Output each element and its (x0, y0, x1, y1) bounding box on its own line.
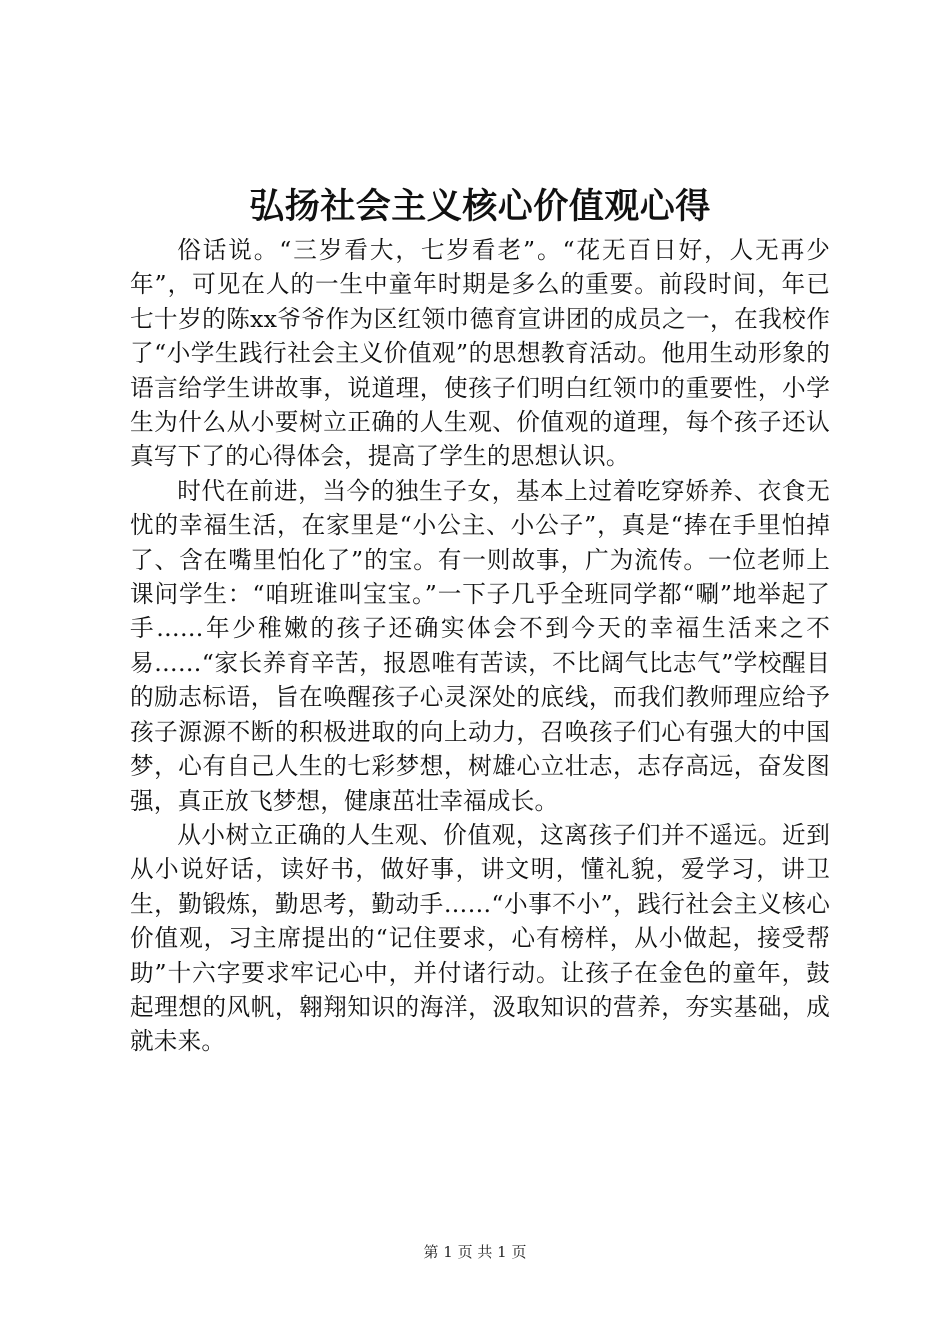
paragraph-1: 俗话说。“三岁看大，七岁看老”。“花无百日好，人无再少年”，可见在人的一生中童年时期是多么的重要。前段时间，年已七十岁的陈xx爷爷作为区红领巾德育宣讲团的成员之一，在我校作了“小学生践行社会主义价值观”的思想教育活动。他用生动形象的语言给学生讲故事，说道理，使孩子们明白红领巾的重要性，小学生为什么从小要树立正确的人生观、价值观的道理，每个孩子还认真写下了的心得体会，提高了学生的思想认识。 (130, 236, 830, 471)
page-footer: 第 1 页 共 1 页 (423, 1243, 527, 1261)
document-title: 弘扬社会主义核心价值观心得 (249, 186, 711, 227)
paragraph-2: 时代在前进，当今的独生子女，基本上过着吃穿娇养、衣食无忧的幸福生活，在家里是“小公主、小公子”，真是“捧在手里怕掉了、含在嘴里怕化了”的宝。有一则故事，广为流传。一位老师上课问学生：“咱班谁叫宝宝。”一下子几乎全班同学都“唰”地举起了手……年少稚嫩的孩子还确实体会不到今天的幸福生活来之不易……“家长养育辛苦，报恩唯有苦读，不比阔气比志气”学校醒目的励志标语，旨在唤醒孩子心灵深处的底线，而我们教师理应给予孩子源源不断的积极进取的向上动力，召唤孩子们心有强大的中国梦，心有自己人生的七彩梦想，树雄心立壮志，志存高远，奋发图强，真正放飞梦想，健康茁壮幸福成长。 (130, 476, 830, 815)
paragraph-3: 从小树立正确的人生观、价值观，这离孩子们并不遥远。近到从小说好话，读好书，做好事，讲文明，懂礼貌，爱学习，讲卫生，勤锻炼，勤思考，勤动手……“小事不小”，践行社会主义核心价值观，习主席提出的“记住要求，心有榜样，从小做起，接受帮助”十六字要求牢记心中，并付诸行动。让孩子在金色的童年，鼓起理想的风帆，翱翔知识的海洋，汲取知识的营养，夯实基础，成就未来。 (130, 820, 830, 1056)
document-body (130, 233, 830, 1059)
